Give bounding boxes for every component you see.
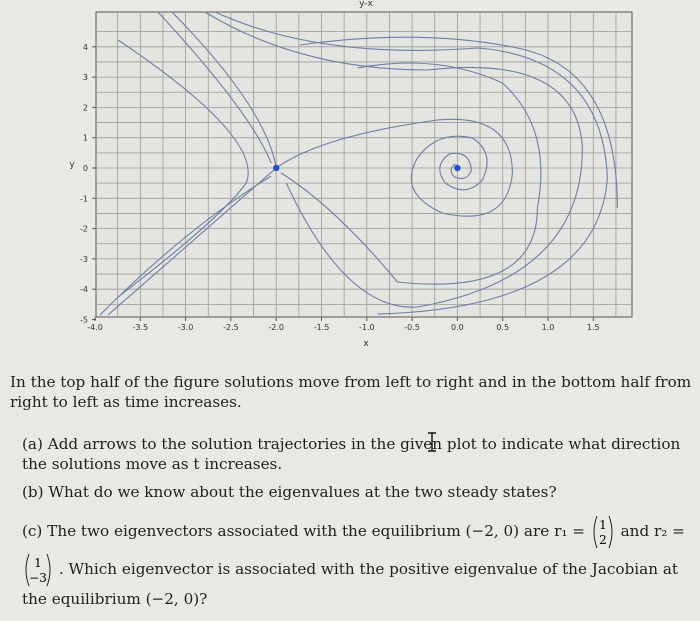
x-axis-label: x <box>363 339 369 349</box>
y-tick-label: 0 <box>82 164 88 173</box>
question-a: (a) Add arrows to the solution trajectories in the given plot to indicate what direction the solutions move as t increases. <box>22 435 681 473</box>
y-tick-label: 2 <box>82 103 88 113</box>
y-tick-label: -3 <box>80 254 88 264</box>
y-tick-label: 3 <box>82 73 88 83</box>
x-tick-label: -3.5 <box>132 323 149 332</box>
question-b: (b) What do we know about the eigenvalues at the two steady states? <box>22 483 557 501</box>
x-tick-label: 0.0 <box>451 323 464 332</box>
x-tick-label: -3.0 <box>177 323 194 332</box>
r2-bottom: −3 <box>29 571 47 585</box>
r2-top: 1 <box>34 556 42 570</box>
x-tick-label: 0.5 <box>496 323 510 332</box>
vector-r2 <box>22 551 54 589</box>
question-c-and: and r₂ = <box>620 522 685 540</box>
y-tick-label: 1 <box>82 133 88 143</box>
y-tick-label: -1 <box>80 194 88 204</box>
question-c <box>22 513 692 609</box>
vector-r1 <box>590 513 616 551</box>
equilibrium-point <box>454 165 460 171</box>
y-tick-labels <box>80 43 96 325</box>
x-tick-label: -4.0 <box>87 323 103 332</box>
x-tick-label: -2.0 <box>268 323 285 332</box>
plot-area <box>96 12 632 317</box>
x-tick-labels <box>87 317 599 332</box>
problem-text <box>10 372 694 608</box>
question-c-part1: (c) The two eigenvectors associated with the equilibrium (−2, 0) are r₁ = <box>22 522 585 540</box>
text-cursor-icon <box>427 432 437 452</box>
x-tick-label: -1.5 <box>313 323 330 332</box>
top-axis-label: y-x <box>359 0 373 9</box>
equilibrium-point <box>273 165 279 171</box>
y-tick-label: -2 <box>80 224 88 234</box>
y-axis-label: y <box>69 160 75 170</box>
y-tick-label: -5 <box>80 315 88 325</box>
x-tick-label: -2.5 <box>223 323 239 332</box>
x-tick-label: 1.5 <box>586 323 600 332</box>
r1-top: 1 <box>598 518 607 532</box>
y-tick-label: 4 <box>82 42 88 52</box>
question-c-part2: . Which eigenvector is associated with the positive eigenvalue of the Jacobian at the equilibrium (−2, 0)? <box>22 560 678 608</box>
r1-bottom: 2 <box>598 533 607 547</box>
x-tick-label: -1.0 <box>358 323 375 332</box>
y-tick-label: -4 <box>80 285 88 295</box>
x-tick-label: 1.0 <box>541 323 555 332</box>
intro-paragraph: In the top half of the figure solutions move from left to right and in the bottom half from right to left as time increases. <box>10 373 692 411</box>
x-tick-label: -0.5 <box>404 323 420 332</box>
